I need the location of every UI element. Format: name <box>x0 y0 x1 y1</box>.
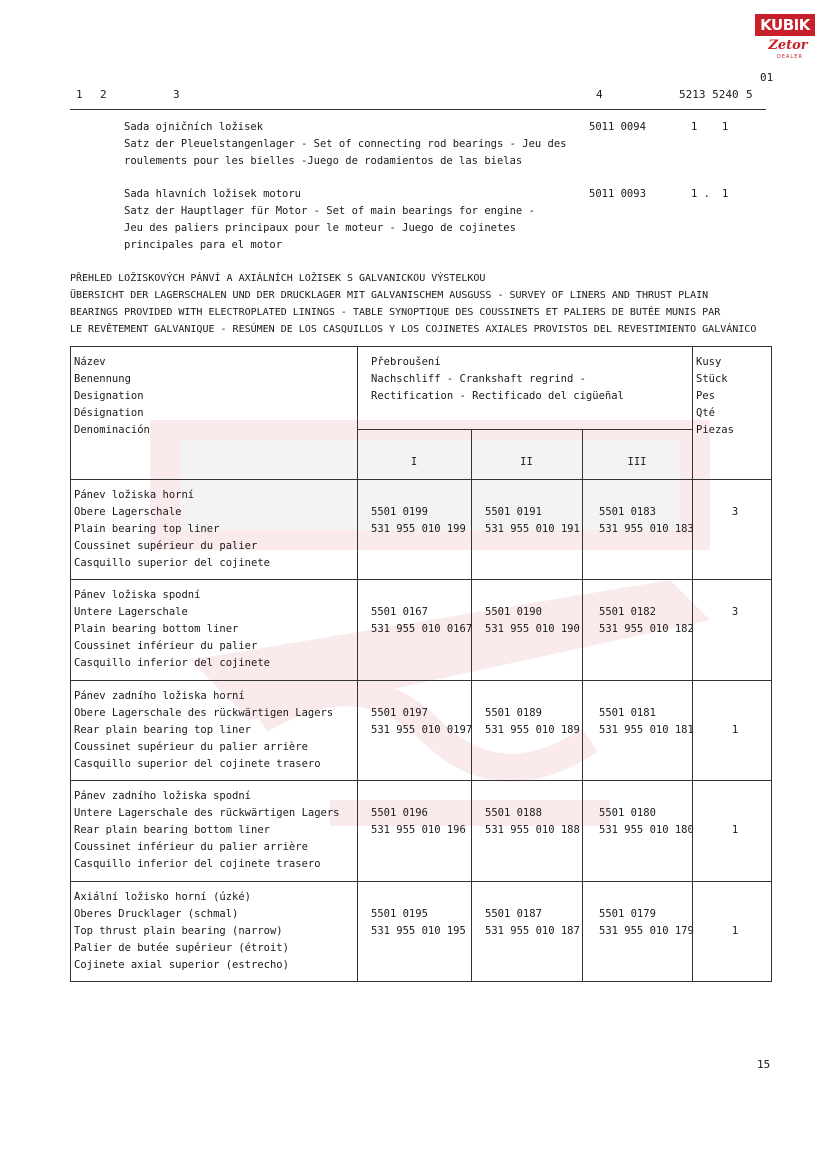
header-line: Désignation <box>74 407 144 419</box>
part-number-I <box>371 504 466 538</box>
part-number-III <box>599 504 694 538</box>
part-code: 5501 0195 <box>371 908 428 920</box>
part-number-I <box>371 604 472 638</box>
table-row-description <box>74 788 340 873</box>
part-code: 531 955 010 181 <box>599 724 694 736</box>
part-code: 531 955 010 182 <box>599 623 694 635</box>
logo-dealer-text: DEALER <box>777 54 803 60</box>
part-number-I <box>371 705 472 739</box>
column-number-1: 1 <box>76 88 83 101</box>
name-column-header <box>74 354 150 439</box>
regrind-column-header <box>371 354 624 405</box>
part-code: 531 955 010 187 <box>485 925 580 937</box>
table-rule <box>70 579 772 580</box>
survey-line: BEARINGS PROVIDED WITH ELECTROPLATED LININGS - TABLE SYNOPTIQUE DES COUSSINETS ET PALIERS DE BUTÉE MUNIS PAR <box>70 307 721 318</box>
survey-line: PŘEHLED LOŽISKOVÝCH PÁNVÍ A AXIÁLNÍCH LOŽISEK S GALVANICKOU VÝSTELKOU <box>70 273 486 284</box>
part-code: 5501 0197 <box>371 707 428 719</box>
quantity-column-header <box>696 354 734 439</box>
table-row-description <box>74 688 333 773</box>
table-rule <box>70 881 772 882</box>
part-code: 531 955 010 0197 <box>371 724 473 736</box>
item-main-bearings <box>124 186 574 254</box>
part-code: 5501 0189 <box>485 707 542 719</box>
desc-line: Coussinet supérieur du palier arrière <box>74 741 308 753</box>
part-code: 5501 0181 <box>599 707 656 719</box>
part-number-III <box>599 906 694 940</box>
desc-line: Pánev ložiska horní <box>74 489 195 501</box>
desc-line: Coussinet inférieur du palier arrière <box>74 841 308 853</box>
part-code: 531 955 010 191 <box>485 523 580 535</box>
item-line: Satz der Hauptlager für Motor - Set of main bearings for engine - <box>124 205 535 217</box>
desc-line: Rear plain bearing top liner <box>74 724 252 736</box>
part-number-III <box>599 604 694 638</box>
desc-line: Rear plain bearing bottom liner <box>74 824 270 836</box>
item-line: Sada ojničních ložisek <box>124 121 264 133</box>
row-quantity: 1 <box>731 724 739 736</box>
part-code: 5501 0196 <box>371 807 428 819</box>
part-number-I <box>371 906 466 940</box>
part-code: 531 955 010 188 <box>485 824 580 836</box>
part-code: 5501 0190 <box>485 606 542 618</box>
row-quantity: 1 <box>731 824 739 836</box>
bearings-table <box>70 346 772 982</box>
desc-line: Coussinet supérieur du palier <box>74 540 258 552</box>
row-quantity: 3 <box>731 606 739 618</box>
part-code: 5501 0180 <box>599 807 656 819</box>
item-quantity: 1 <box>722 121 729 133</box>
desc-line: Pánev zadního ložiska spodní <box>74 790 252 802</box>
part-code: 531 955 010 199 <box>371 523 466 535</box>
table-rule <box>357 429 692 430</box>
table-row-description <box>74 487 270 572</box>
part-number-II <box>485 906 580 940</box>
part-code: 531 955 010 190 <box>485 623 580 635</box>
part-number-III <box>599 705 694 739</box>
part-code: 531 955 010 183 <box>599 523 694 535</box>
item-quantity: 1 . <box>691 188 710 200</box>
desc-line: Top thrust plain bearing (narrow) <box>74 925 283 937</box>
table-rule <box>70 780 772 781</box>
header-line: Pes <box>696 390 715 402</box>
table-rule <box>70 981 772 982</box>
item-line: principales para el motor <box>124 239 283 251</box>
column-number-6: 5 <box>746 88 753 101</box>
header-line: Piezas <box>696 424 734 436</box>
logo-zetor-text: Zetor <box>768 38 808 53</box>
column-number-4: 4 <box>596 88 603 101</box>
regrind-col-I: I <box>410 456 418 468</box>
logo-kubik-text: KUBIK <box>755 14 815 36</box>
part-number-II <box>485 805 580 839</box>
header-line: Název <box>74 356 106 368</box>
regrind-col-II: II <box>520 456 533 468</box>
item-line: Sada hlavních ložisek motoru <box>124 188 302 200</box>
desc-line: Cojinete axial superior (estrecho) <box>74 959 289 971</box>
survey-line: ÜBERSICHT DER LAGERSCHALEN UND DER DRUCKLAGER MIT GALVANISCHEM AUSGUSS - SURVEY OF LINERS AND THRUST PLAIN <box>70 290 709 301</box>
part-code: 531 955 010 195 <box>371 925 466 937</box>
part-code: 5501 0191 <box>485 506 542 518</box>
header-line: Stück <box>696 373 728 385</box>
desc-line: Palier de butée supérieur (étroit) <box>74 942 289 954</box>
header-line: Přebroušení <box>371 356 441 368</box>
survey-heading <box>70 270 770 338</box>
item-quantity: 1 <box>691 121 698 133</box>
page-reference: 01 <box>760 71 774 84</box>
part-code: 5501 0183 <box>599 506 656 518</box>
item-line: roulements pour les bielles -Juego de rodamientos de las bielas <box>124 155 523 167</box>
part-code: 5501 0167 <box>371 606 428 618</box>
part-code: 531 955 010 189 <box>485 724 580 736</box>
table-rule <box>771 346 772 982</box>
header-line: Nachschliff - Crankshaft regrind - <box>371 373 586 385</box>
part-code: 5501 0188 <box>485 807 542 819</box>
item-code: 5011 0093 <box>589 188 646 200</box>
desc-line: Axiální ložisko horní (úzké) <box>74 891 252 903</box>
table-rule <box>70 346 772 347</box>
column-number-3: 3 <box>173 88 180 101</box>
desc-line: Obere Lagerschale <box>74 506 182 518</box>
desc-line: Plain bearing bottom liner <box>74 623 239 635</box>
header-line: Kusy <box>696 356 722 368</box>
header-line: Rectification - Rectificado del cigüeñal <box>371 390 624 402</box>
part-code: 5501 0187 <box>485 908 542 920</box>
desc-line: Untere Lagerschale <box>74 606 188 618</box>
kubik-zetor-logo <box>755 14 815 66</box>
page-number: 15 <box>757 1058 771 1071</box>
column-number-2: 2 <box>100 88 107 101</box>
item-line: Satz der Pleuelstangenlager - Set of connecting rod bearings - Jeu des <box>124 138 567 150</box>
table-rule <box>70 346 71 982</box>
item-connecting-rod-bearings <box>124 119 574 170</box>
part-code: 5501 0199 <box>371 506 428 518</box>
row-quantity: 3 <box>731 506 739 518</box>
desc-line: Oberes Drucklager (schmal) <box>74 908 239 920</box>
desc-line: Untere Lagerschale des rückwärtigen Lagers <box>74 807 340 819</box>
desc-line: Casquillo superior del cojinete trasero <box>74 758 321 770</box>
part-code: 531 955 010 196 <box>371 824 466 836</box>
header-line: Benennung <box>74 373 131 385</box>
table-rule <box>582 429 583 982</box>
table-rule <box>70 479 772 480</box>
part-number-II <box>485 604 580 638</box>
header-rule <box>70 109 766 110</box>
table-rule <box>70 680 772 681</box>
header-line: Qté <box>696 407 715 419</box>
survey-line: LE REVÊTEMENT GALVANIQUE - RESÚMEN DE LOS CASQUILLOS Y LOS COJINETES AXIALES PROVISTOS DEL REVESTIMIENTO GALVÁNICO <box>70 324 757 335</box>
header-line: Denominación <box>74 424 150 436</box>
item-quantity: 1 <box>722 188 729 200</box>
item-code: 5011 0094 <box>589 121 646 133</box>
table-rule <box>357 346 358 982</box>
desc-line: Casquillo inferior del cojinete <box>74 657 270 669</box>
part-code: 531 955 010 180 <box>599 824 694 836</box>
desc-line: Pánev zadního ložiska horní <box>74 690 245 702</box>
table-row-description <box>74 587 270 672</box>
desc-line: Casquillo inferior del cojinete trasero <box>74 858 321 870</box>
part-code: 5501 0182 <box>599 606 656 618</box>
part-code: 5501 0179 <box>599 908 656 920</box>
part-code: 531 955 010 179 <box>599 925 694 937</box>
part-number-I <box>371 805 466 839</box>
part-number-II <box>485 705 580 739</box>
regrind-col-III: III <box>627 456 647 468</box>
part-number-II <box>485 504 580 538</box>
desc-line: Coussinet inférieur du palier <box>74 640 258 652</box>
desc-line: Casquillo superior del cojinete <box>74 557 270 569</box>
desc-line: Obere Lagerschale des rückwärtigen Lagers <box>74 707 334 719</box>
row-quantity: 1 <box>731 925 739 937</box>
desc-line: Plain bearing top liner <box>74 523 220 535</box>
table-row-description <box>74 889 289 974</box>
header-line: Designation <box>74 390 144 402</box>
column-number-5: 5213 5240 <box>679 88 739 101</box>
part-number-III <box>599 805 694 839</box>
part-code: 531 955 010 0167 <box>371 623 473 635</box>
desc-line: Pánev ložiska spodní <box>74 589 201 601</box>
table-rule <box>692 346 693 982</box>
item-line: Jeu des paliers principaux pour le moteur - Juego de cojinetes <box>124 222 516 234</box>
